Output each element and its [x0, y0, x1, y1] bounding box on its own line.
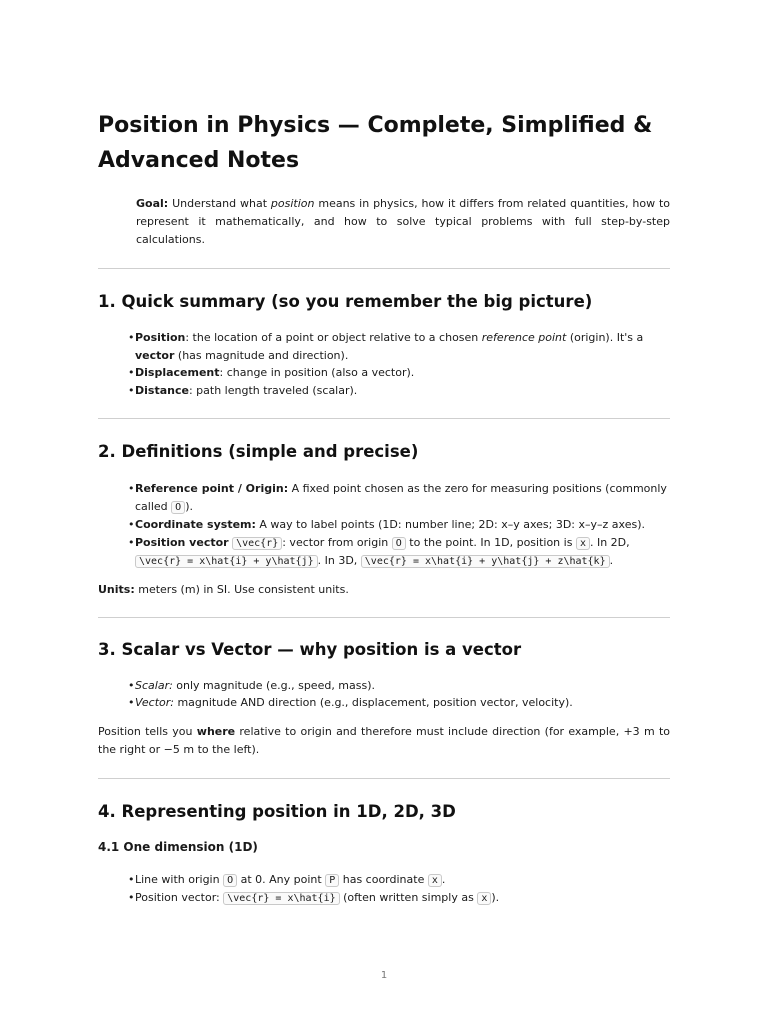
bold: Position	[135, 331, 186, 344]
text: only magnitude (e.g., speed, mass).	[172, 678, 376, 692]
text: (has magnitude and direction).	[174, 348, 349, 362]
text: to the point. In 1D, position is	[405, 535, 576, 549]
section-1-heading: 1. Quick summary (so you remember the big picture)	[98, 292, 593, 311]
bold: Units:	[98, 582, 135, 596]
list-item	[128, 534, 670, 571]
bold: where	[196, 724, 236, 738]
list-item	[128, 516, 670, 534]
inline-code: x	[576, 537, 590, 550]
text: has coordinate	[339, 872, 428, 886]
text: (origin). It's a	[566, 331, 644, 344]
text: magnitude AND direction (e.g., displacement, position vector, velocity).	[173, 696, 573, 709]
text: : the location of a point or object relative to a chosen	[185, 331, 482, 344]
bold: Position vector	[135, 535, 229, 549]
inline-code: \vec{r} = x\hat{i} + y\hat{j} + z\hat{k}	[361, 555, 610, 568]
text: . In 2D,	[589, 535, 630, 549]
list-item	[128, 480, 670, 516]
inline-code: O	[392, 537, 406, 550]
list-item	[128, 329, 670, 364]
text: A way to label points (1D: number line; 2D: x–y axes; 3D: x–y–z axes).	[255, 518, 645, 531]
text: meters (m) in SI. Use consistent units.	[134, 582, 349, 596]
text: .	[441, 872, 446, 886]
list-item	[128, 382, 670, 400]
text: : vector from origin	[282, 535, 392, 549]
inline-code: x	[428, 874, 442, 887]
text: ).	[491, 891, 500, 904]
divider	[98, 418, 670, 419]
units-paragraph	[98, 581, 670, 599]
section-4-heading: 4. Representing position in 1D, 2D, 3D	[98, 801, 456, 821]
text: Position vector:	[135, 891, 224, 904]
bold: Displacement	[135, 366, 220, 379]
text: at 0. Any point	[237, 872, 326, 886]
inline-code: O	[171, 501, 185, 514]
subsection-4-1-heading: 4.1 One dimension (1D)	[98, 839, 258, 854]
definitions-list	[98, 480, 670, 571]
inline-code: \vec{r}	[232, 537, 282, 550]
text: means in physics, how it differs from related quantities, how to represent it mathematically, and how to solve typical problems with full step-by-step calculations.	[136, 197, 671, 246]
summary-list	[98, 329, 670, 399]
text: ).	[185, 499, 193, 513]
divider	[98, 778, 670, 779]
divider	[98, 268, 670, 269]
emphasis: Scalar:	[135, 678, 173, 692]
text: Line with origin	[135, 872, 224, 886]
section-3-heading: 3. Scalar vs Vector — why position is a vector	[98, 639, 522, 659]
one-dimension-list	[98, 871, 670, 908]
scalar-vector-list	[98, 677, 670, 712]
emphasis: Vector:	[135, 696, 174, 709]
inline-code: O	[223, 874, 237, 887]
text: (often written simply as	[339, 891, 478, 904]
section-2-heading: 2. Definitions (simple and precise)	[98, 442, 419, 461]
inline-code: x	[477, 892, 491, 905]
text: Understand what	[168, 197, 271, 210]
list-item	[128, 889, 670, 908]
inline-code: P	[325, 874, 339, 887]
bold: vector	[135, 348, 175, 362]
text: A fixed point chosen as the zero for measuring positions (commonly called	[135, 482, 667, 513]
inline-code: \vec{r} = x\hat{i}	[223, 892, 339, 905]
document-page	[98, 0, 670, 908]
inline-code: \vec{r} = x\hat{i} + y\hat{j}	[135, 555, 318, 568]
text: Position tells you	[98, 724, 197, 738]
divider	[98, 617, 670, 618]
goal-label: Goal:	[136, 197, 169, 210]
list-item	[128, 364, 670, 382]
text: .	[609, 554, 614, 567]
list-item	[128, 871, 670, 890]
emphasis: reference point	[481, 331, 567, 344]
bold: Coordinate system:	[135, 518, 256, 531]
text: : change in position (also a vector).	[219, 366, 415, 379]
text: . In 3D,	[317, 554, 361, 567]
page-title: Position in Physics — Complete, Simplified & Advanced Notes	[98, 113, 653, 173]
bold: Reference point / Origin:	[135, 482, 289, 495]
goal-paragraph	[136, 195, 670, 249]
bold: Distance	[135, 383, 189, 397]
list-item	[128, 694, 670, 712]
text: relative to origin and therefore must include direction (for example, +3 m to the right or −5 m to the left).	[98, 724, 670, 756]
emphasis: position	[270, 197, 315, 210]
page-number: 1	[380, 970, 388, 981]
list-item	[128, 677, 670, 695]
text: : path length traveled (scalar).	[188, 383, 358, 397]
position-paragraph	[98, 723, 670, 759]
